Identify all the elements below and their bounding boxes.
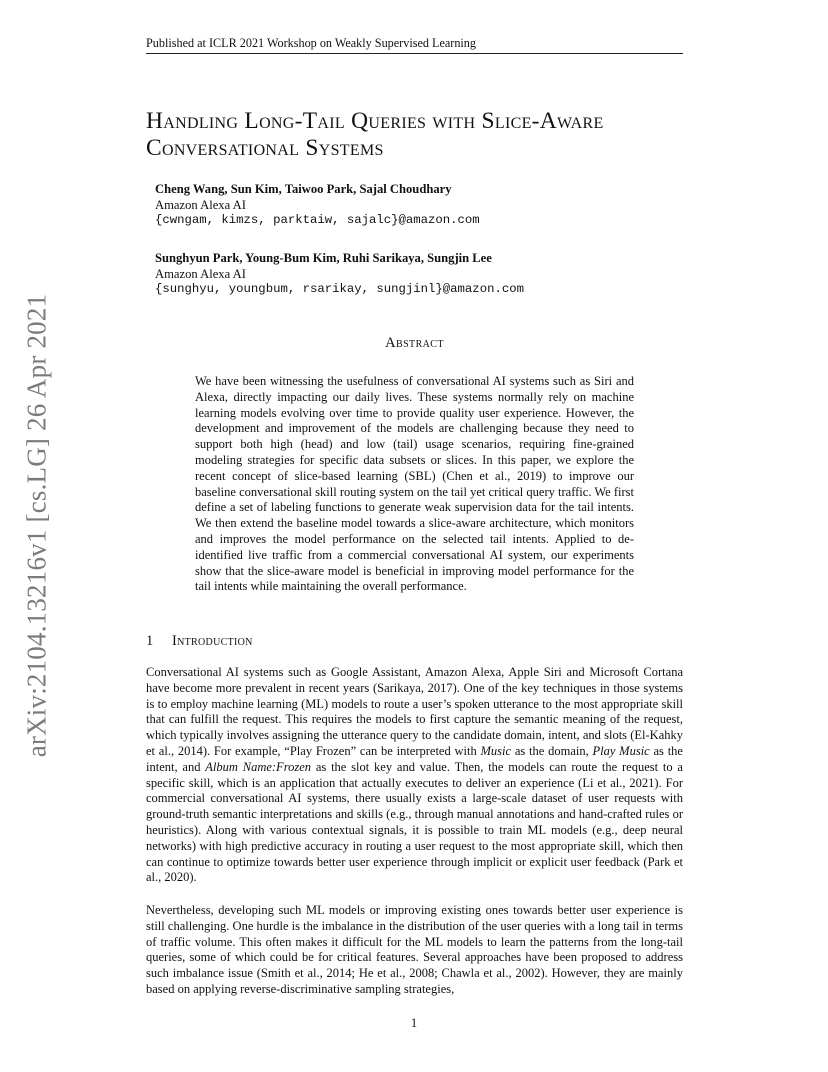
abstract-heading: Abstract [385, 335, 444, 351]
author-block-1 [155, 182, 675, 229]
intro-p1-text-c: as the intent, and [146, 743, 683, 774]
intro-paragraph-2: Nevertheless, developing such ML models or improving existing ones towards better user experience is still challenging. One hurdle is the imbalance in the distribution of the user queries with a long tail in terms of traffic volume. This often makes it difficult for the ML models to learn the patterns from the long-tail queries, some of which could be for critical features. Several approaches have been proposed to address such imbalance issue (Smith et al., 2014; He et al., 2008; Chawla et al., 2002). However, they are mainly based on applying reverse-discriminative sampling strategies, [146, 903, 683, 996]
intro-p1-play-music: Play Music [592, 743, 650, 758]
abstract-text: We have been witnessing the usefulness of conversational AI systems such as Siri and Alexa, directly impacting our daily lives. These systems normally rely on machine learning models evolving over time to provide quality user experience. However, the development and improvement of the models are challenging because they need to support both high (head) and low (tail) usage scenarios, requiring fine-grained modeling strategies for specific data subsets or slices. In this paper, we explore the recent concept of slice-based learning (SBL) (Chen et al., 2019) to improve our baseline conversational skill routing system on the tail yet critical query traffic. We first define a set of labeling functions to generate weak supervision data for the tail intents. We then extend the baseline model towards a slice-aware architecture, which monitors and improves the model performance on the selected tail intents. Applied to de-identified live traffic from a commercial conversational AI system, our experiments show that the slice-aware model is beneficial in improving model performance for the tail intents while maintaining the overall performance. [195, 374, 634, 594]
section-heading [146, 633, 546, 650]
running-header: Published at ICLR 2021 Workshop on Weakly Supervised Learning [146, 35, 683, 54]
intro-p1-music: Music [480, 743, 512, 758]
author-names: Sunghyun Park, Young-Bum Kim, Ruhi Sarikaya, Sungjin Lee [155, 251, 492, 265]
title-line-1: Handling Long-Tail Queries with Slice-Aware [146, 108, 604, 134]
arxiv-id: arXiv:2104.13216v1 [cs.LG] 26 Apr 2021 [21, 293, 52, 757]
author-names: Cheng Wang, Sun Kim, Taiwoo Park, Sajal Choudhary [155, 182, 452, 196]
intro-p1-album: Album Name:Frozen [205, 759, 312, 774]
intro-paragraph-1 [146, 665, 683, 886]
author-emails: {cwngam, kimzs, parktaiw, sajalc}@amazon.com [155, 213, 480, 227]
section-title: Introduction [172, 633, 253, 649]
section-number: 1 [146, 633, 154, 649]
author-block-2 [155, 251, 675, 298]
author-affiliation: Amazon Alexa AI [155, 197, 246, 212]
intro-p1-text-b: as the domain, [511, 743, 593, 758]
author-emails: {sunghyu, youngbum, rsarikay, sungjinl}@amazon.com [155, 282, 524, 296]
paper-title [146, 108, 706, 162]
author-affiliation: Amazon Alexa AI [155, 266, 246, 281]
intro-p1-text-d: as the slot key and value. Then, the models can route the request to a specific skill, which is an application that actually executes to deliver an experience (Li et al., 2021). For commercial conversational AI systems, there usually exists a large-scale dataset of user requests with ground-truth semantic interpretations and skills (e.g., through manual annotations and hand-crafted rules or heuristics). Along with various contextual signals, it is possible to train ML models (e.g., deep neural networks) with high predictive accuracy in routing a user request to the most appropriate skill, which then can continue to optimize towards better user experience through implicit or explicit user feedback (Park et al., 2020). [146, 759, 683, 885]
page-number: 1 [410, 1016, 418, 1030]
intro-p1-text-a: Conversational AI systems such as Google Assistant, Amazon Alexa, Apple Siri and Microsoft Cortana have become more prevalent in recent years (Sarikaya, 2017). One of the key techniques in those systems is to employ machine learning (ML) models to route a user’s spoken utterance to the most appropriate skill that can fulfill the request. This requires the models to first capture the semantic meaning of the request, which typically involves assigning the utterance query to the candidate domain, intent, and slots (El-Kahky et al., 2014). For example, “Play Frozen” can be interpreted with [146, 665, 683, 758]
title-line-2: Conversational Systems [146, 135, 384, 161]
arxiv-stamp[interactable] [20, 290, 54, 760]
